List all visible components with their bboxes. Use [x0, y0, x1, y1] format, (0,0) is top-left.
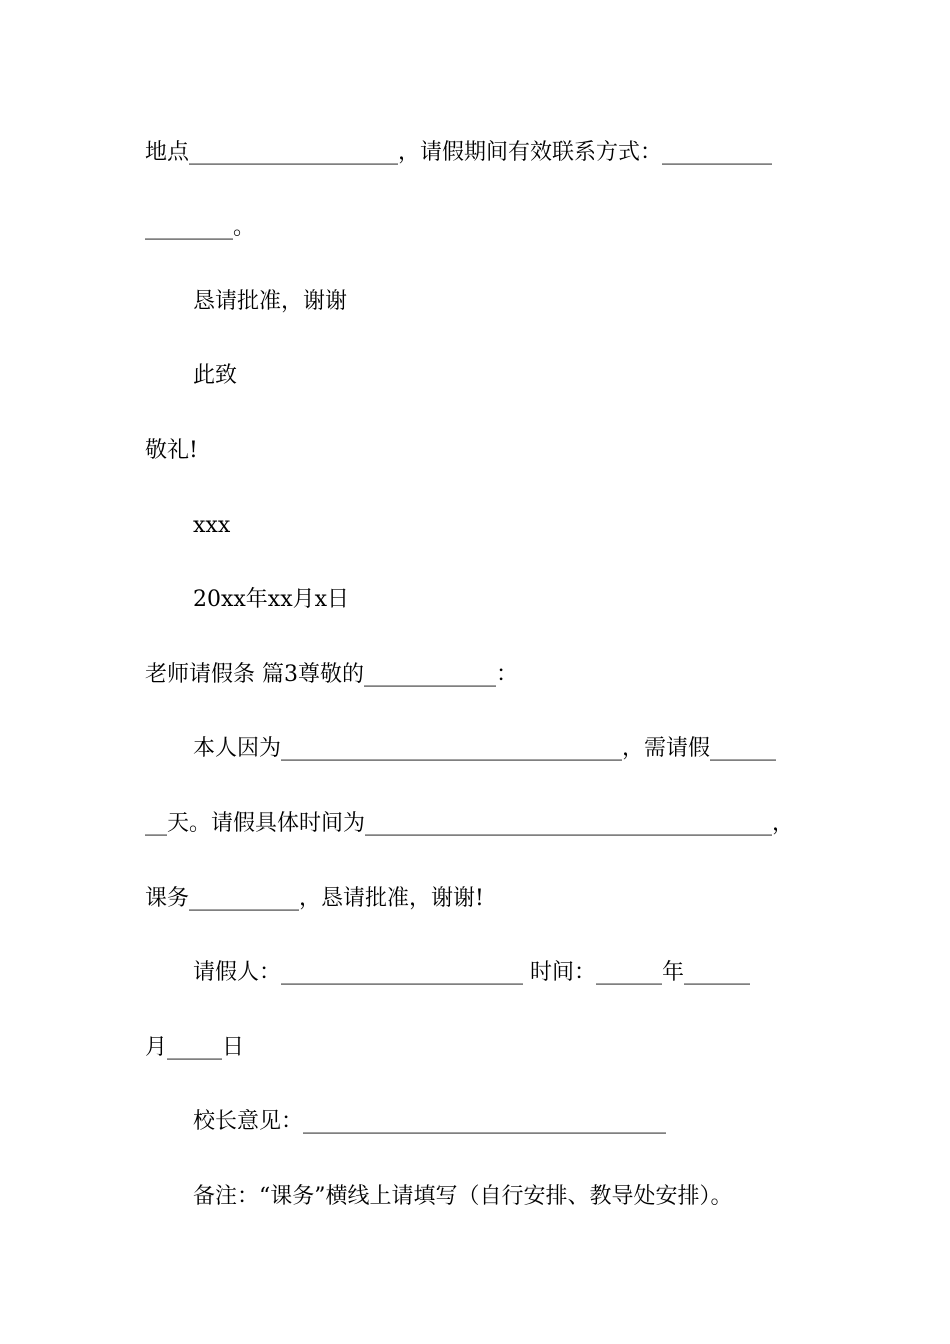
text-line-request-approval: 恳请批准，谢谢 [193, 289, 348, 314]
text-line-note: 备注：“课务”横线上请填写（自行安排、教导处安排）。 [193, 1184, 733, 1209]
text-line-salute: 敬礼! [145, 438, 198, 463]
text-line-section-heading: 老师请假条 篇3尊敬的____________： [145, 662, 518, 687]
text-line-principal-opinion: 校长意见：_________________________________ [193, 1109, 667, 1134]
text-line-applicant-time: 请假人：______________________ 时间：______年______ [193, 960, 750, 985]
text-line-month-day: 月_____日 [145, 1035, 245, 1060]
text-line-reason: 本人因为_______________________________，需请假______ [193, 736, 777, 761]
text-line-leave-time: __天。请假具体时间为_____________________________________， [145, 811, 795, 836]
text-line-contact-continued: ________。 [145, 215, 256, 240]
text-line-courses: 课务__________，恳请批准，谢谢! [145, 886, 484, 911]
text-line-signature: xxx [193, 513, 231, 538]
text-line-date: 20xx年xx月x日 [193, 587, 350, 612]
text-line-closing: 此致 [193, 363, 238, 388]
text-line-location-contact: 地点___________________，请假期间有效联系方式：__________ [145, 140, 773, 165]
